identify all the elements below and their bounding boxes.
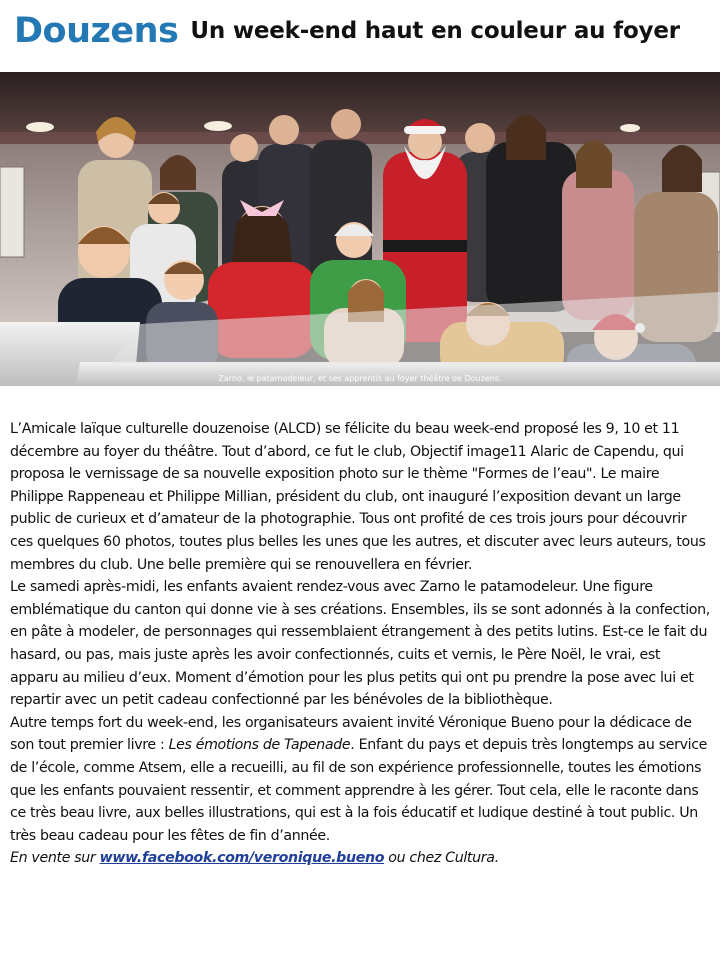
article-body (10, 418, 712, 870)
facebook-link[interactable]: www.facebook.com/veronique.bueno (99, 850, 385, 867)
sale-intro-text: En vente sur (10, 850, 100, 867)
paragraph-workshop: Le samedi après-midi, les enfants avaient rendez-vous avec Zarno le patamodeleur. Une figure emblématique du canton qui donne vie à ses créations. Ensembles, ils se sont adonnés à la confection, en pâte à modeler, de personnages qui ressemblaient étrangement à des petits lutins. Est-ce le fait du hasard, ou pas, mais juste après les avoir confectionnés, cuits et vernis, le Père Noël, le vrai, est apparu au milieu d’eux. Moment d’émotion pour les plus petits qui ont pu prendre la pose avec lui et repartir avec un petit cadeau confectionné par les bénévoles de la bibliothèque. (10, 579, 710, 709)
sale-line (10, 847, 712, 870)
photo-caption: Zarno, le patamodeleur, et ses apprentis au foyer théâtre de Douzens. (218, 374, 502, 383)
paragraph-book (10, 712, 712, 848)
sale-store-text: ou chez Cultura. (384, 850, 499, 867)
photo-illustration (0, 72, 720, 386)
article-header (0, 0, 720, 62)
headline: Un week-end haut en couleur au foyer (190, 18, 680, 44)
book-intro-text: Autre temps fort du week-end, les organisateurs avaient invité Véronique Bueno pour la dédicace de son tout premier livre : (10, 714, 692, 754)
book-title: Les émotions de Tapenade (168, 737, 351, 754)
town-name: Douzens (14, 11, 179, 51)
book-description-text: . Enfant du pays et depuis très longtemps au service de l’école, comme Atsem, elle a recueilli, au fil de son expérience professionnelle, toutes les émotions que les enfants pouvaient ressentir, et comment apprendre à les gérer. Tout cela, elle le raconte dans ce très beau livre, aux belles illustrations, qui est à la fois éducatif et ludique destiné à tout public. Un très beau cadeau pour les fêtes de fin d’année. (10, 737, 708, 844)
group-photo (0, 72, 720, 386)
paragraph-exhibition: L’Amicale laïque culturelle douzenoise (ALCD) se félicite du beau week-end proposé les 9, 10 et 11 décembre au foyer du théâtre. Tout d’abord, ce fut le club, Objectif image11 Alaric de Capendu, qui proposa le vernissage de sa nouvelle exposition photo sur le thème "Formes de l’eau". Le maire Philippe Rappeneau et Philippe Millian, président du club, ont inauguré l’exposition devant un large public de curieux et d’amateur de la photographie. Tous ont profité de ces trois jours pour découvrir ces quelques 60 photos, toutes plus belles les unes que les autres, et discuter avec leurs auteurs, tous membres du club. Une belle première qui se renouvellera en février. (10, 421, 706, 573)
